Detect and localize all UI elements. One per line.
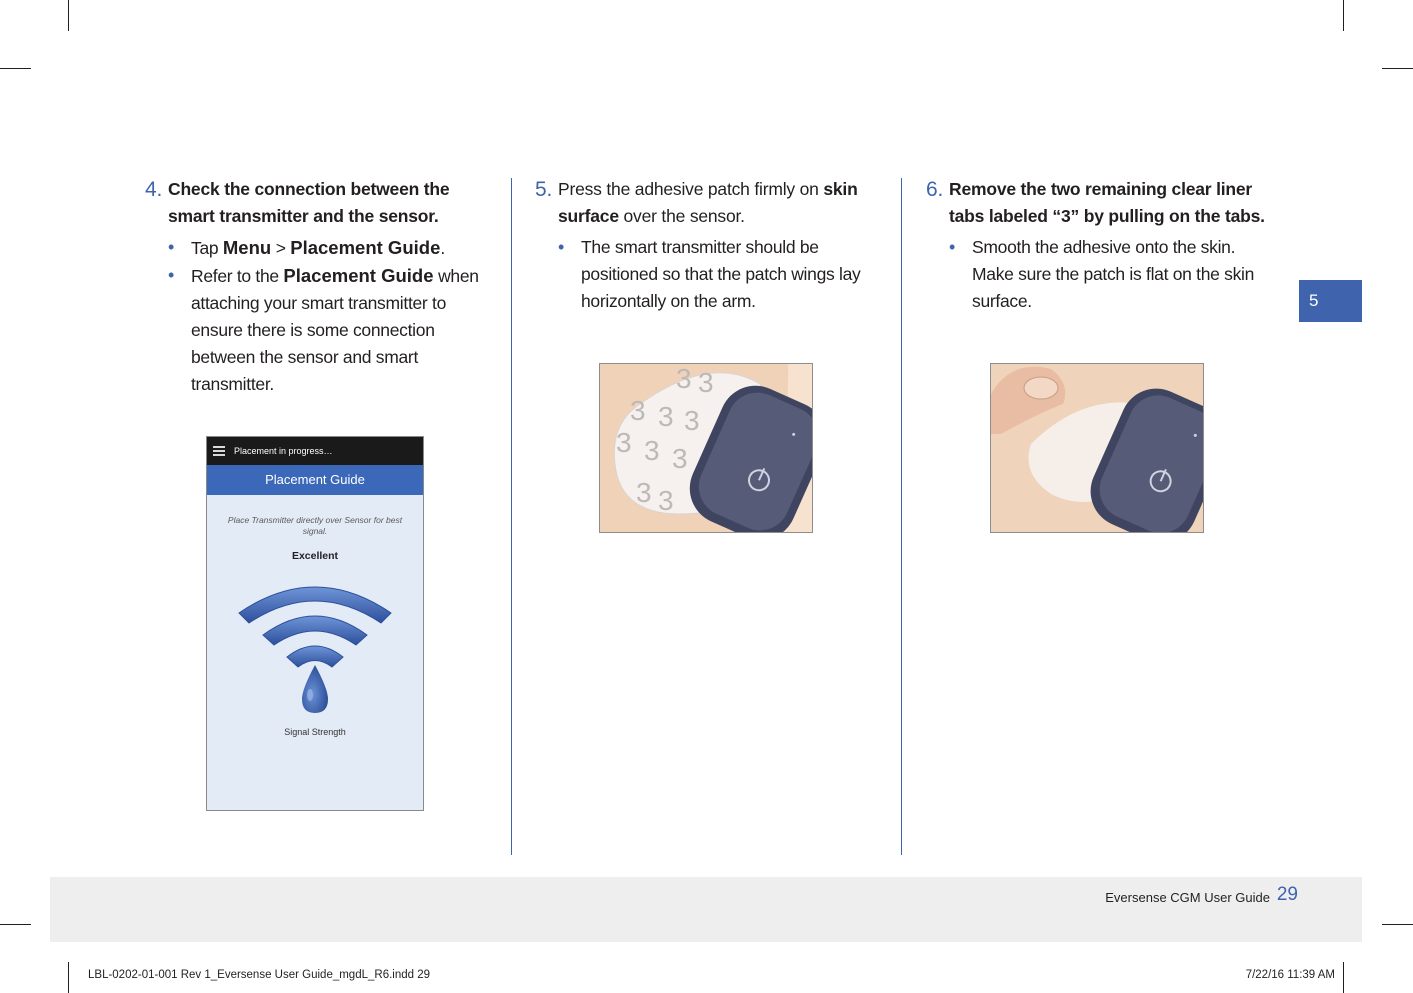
signal-arc-inner [287, 646, 343, 667]
crop-mark [0, 68, 31, 69]
bullet-list [145, 234, 490, 398]
step-heading-text: Remove the two remaining clear liner tabs labeled “3” by pulling on the tabs. [949, 179, 1265, 226]
signal-drop [302, 665, 328, 713]
step-6 [926, 176, 1276, 315]
bullet-text: Tap [191, 238, 223, 258]
step-heading [535, 176, 865, 230]
crop-mark [0, 924, 31, 925]
step-number: 6. [926, 178, 944, 201]
step-number: 4. [145, 178, 163, 201]
step-heading-text: over the sensor. [618, 206, 745, 226]
signal-strength-icon [235, 577, 395, 717]
crop-mark [1343, 0, 1344, 31]
ui-term-placement-guide: Placement Guide [290, 237, 441, 258]
chapter-tab: 5 [1299, 280, 1362, 322]
patch-smooth-illustration [990, 363, 1204, 533]
status-text: Placement in progress… [234, 446, 333, 456]
print-date: 7/22/16 11:39 AM [1245, 969, 1335, 981]
crop-mark [1382, 924, 1413, 925]
footer-band [50, 877, 1362, 942]
patch-label: 3 [644, 435, 660, 466]
list-item: • The smart transmitter should be positioned so that the patch wings lay horizontally on the arm. [581, 234, 865, 315]
step-heading [926, 176, 1276, 230]
step-number: 5. [535, 178, 553, 201]
ui-term-menu: Menu [222, 237, 272, 258]
crop-mark [1343, 962, 1344, 993]
column-divider [511, 178, 512, 855]
patch-label: 3 [698, 367, 714, 398]
patch-label: 3 [658, 485, 674, 516]
page-number: 29 [1276, 884, 1298, 905]
menu-icon[interactable] [213, 446, 225, 456]
step-heading-text: Press the adhesive patch firmly on [558, 179, 824, 199]
patch-label: 3 [658, 401, 674, 432]
crop-mark [68, 962, 69, 993]
bullet-list [926, 234, 1276, 315]
bullet-text: > [271, 238, 291, 258]
list-item: • Smooth the adhesive onto the skin. Make sure the patch is flat on the skin surface. [972, 234, 1276, 315]
patch-label: 3 [672, 443, 688, 474]
bullet-text: . [440, 238, 445, 258]
instruction-text: Place Transmitter directly over Sensor for best signal. [227, 515, 403, 536]
crop-mark [68, 0, 69, 31]
placement-guide-screen [206, 436, 424, 811]
phone-status-bar [207, 437, 423, 465]
patch-label: 3 [676, 364, 692, 394]
step-heading-emphasis: skin surface [558, 179, 858, 226]
patch-label: 3 [684, 405, 700, 436]
footer-title: Eversense CGM User Guide [1105, 890, 1270, 905]
bullet-text: Refer to the [191, 266, 284, 286]
patch-press-illustration [599, 363, 813, 533]
step-heading-text: Check the connection between the smart transmitter and the sensor. [168, 179, 450, 226]
list-item [191, 262, 490, 398]
print-slug: LBL-0202-01-001 Rev 1_Eversense User Guide_mgdL_R6.indd 29 [88, 969, 431, 981]
list-item [191, 234, 490, 262]
crop-mark [1382, 68, 1413, 69]
column-divider [901, 178, 902, 855]
signal-arc-middle [263, 616, 367, 645]
ui-term-placement-guide: Placement Guide [283, 265, 434, 286]
bullet-list [535, 234, 865, 315]
patch-label: 3 [630, 395, 646, 426]
step-heading [145, 176, 490, 230]
patch-label: 3 [616, 427, 632, 458]
patch-label: 3 [636, 477, 652, 508]
signal-quality: Excellent [291, 550, 339, 562]
step-4 [145, 176, 490, 398]
signal-strength-label: Signal Strength [284, 727, 346, 737]
step-5 [535, 176, 865, 315]
screen-title: Placement Guide [207, 465, 423, 495]
bullet-text: when attaching your smart transmitter to ensure there is some connection between the sensor and smart transmitter. [191, 266, 479, 394]
